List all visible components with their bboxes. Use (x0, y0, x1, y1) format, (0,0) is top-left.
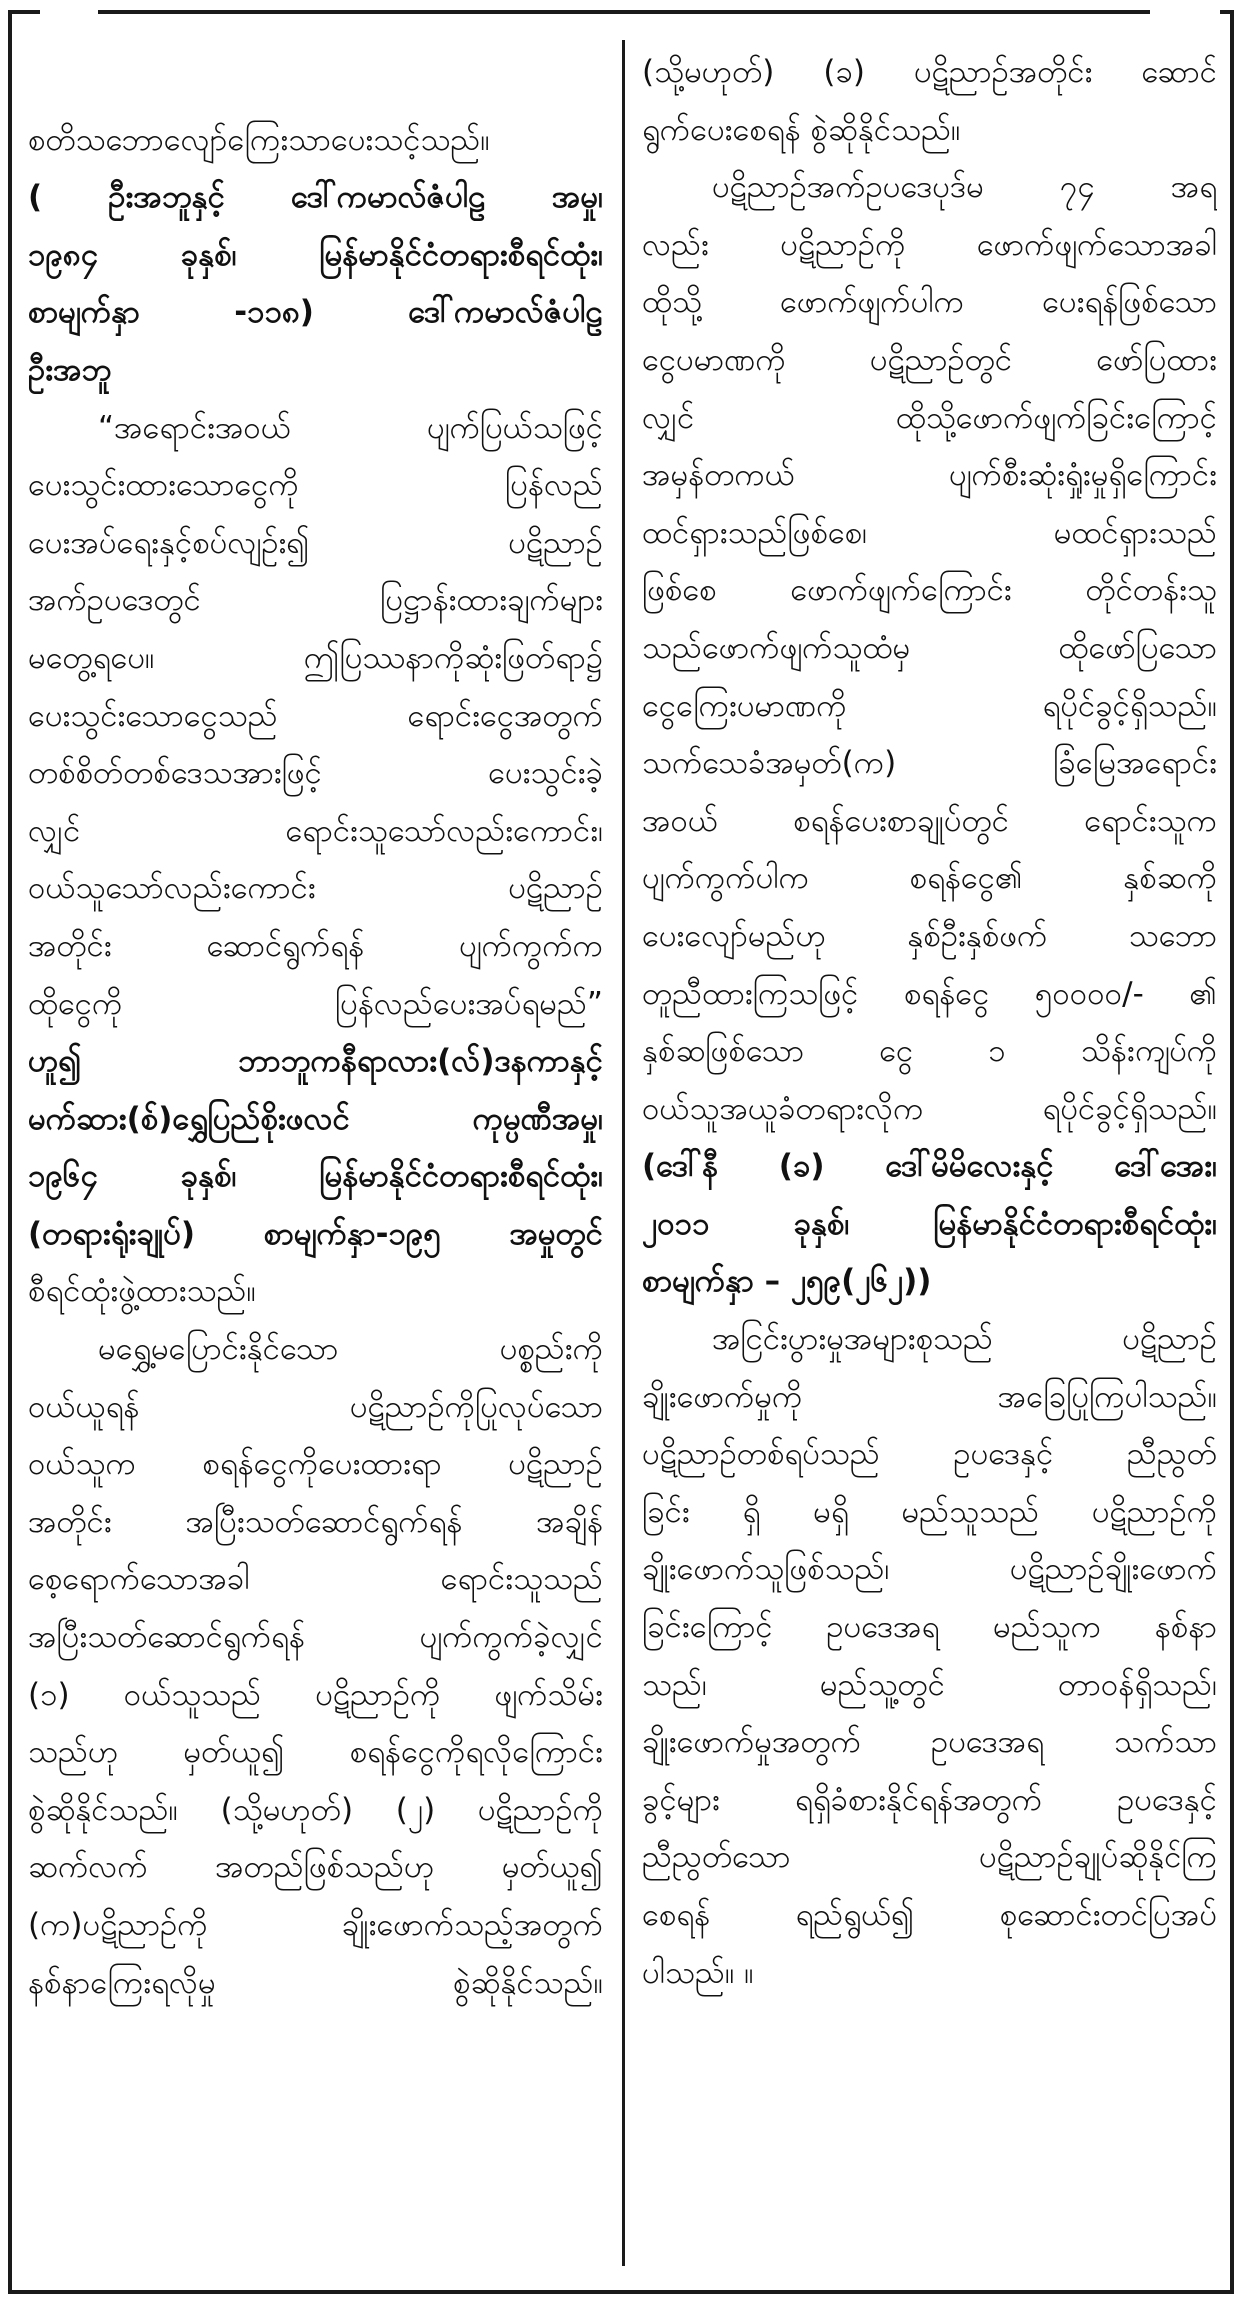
right-column-line: နှစ်ဆဖြစ်သော ငွေ ၁ သိန်းကျပ်ကို (642, 1033, 1217, 1070)
left-column-line: ( ဦးအဘူနှင့် ဒေါ်ကမာလ်ဇံပါဠ အမှု၊ (28, 179, 603, 216)
left-column-line: မရွှေ့မပြောင်းနိုင်သော ပစ္စည်းကို (98, 1331, 603, 1368)
right-column-line: ရွက်ပေးစေရန် စွဲဆိုနိုင်သည်။ (642, 111, 961, 148)
right-column-line: သည်ဖောက်ဖျက်သူထံမှ ထိုဖော်ပြသော (642, 629, 1217, 666)
right-column-line: ၂၀၁၁ ခုနှစ်၊ မြန်မာနိုင်ငံတရားစီရင်ထုံး၊ (642, 1205, 1217, 1242)
left-column-line: မတွေ့ရပေ။ ဤပြဿနာကိုဆုံးဖြတ်ရာ၌ (28, 639, 603, 676)
right-column-line: စာမျက်နှာ – ၂၅၉(၂၆၂)) (642, 1263, 932, 1300)
left-column-line: ဝယ်သူက စရန်ငွေကိုပေးထားရာ ပဋိညာဉ် (28, 1446, 603, 1483)
right-column-line: ဝယ်သူအယူခံတရားလိုက ရပိုင်ခွင့်ရှိသည်။ (642, 1090, 1217, 1127)
column-divider (622, 40, 625, 2266)
right-column-line: ထိုသို့ ဖောက်ဖျက်ပါက ပေးရန်ဖြစ်သော (642, 284, 1217, 321)
right-column-line: ပျက်ကွက်ပါက စရန်ငွေ၏ နှစ်ဆကို (642, 860, 1217, 897)
left-column-line: ဝယ်ယူရန် ပဋိညာဉ်ကိုပြုလုပ်သော (28, 1388, 603, 1425)
right-column-line: ပါသည်။ ။ (642, 1954, 754, 1991)
right-column-line: ချိုးဖောက်သူဖြစ်သည်၊ ပဋိညာဉ်ချိုးဖောက် (642, 1551, 1217, 1588)
right-column-line: ခြင်း ရှိ မရှိ မည်သူသည် ပဋိညာဉ်ကို (642, 1493, 1217, 1530)
left-column-line: လျှင် ရောင်းသူသော်လည်းကောင်း၊ (28, 812, 603, 849)
left-column-line: ၁၉၆၄ ခုနှစ်၊ မြန်မာနိုင်ငံတရားစီရင်ထုံး၊ (28, 1158, 603, 1195)
left-column (28, 54, 603, 2012)
right-column-line: ဖြစ်စေ ဖောက်ဖျက်ကြောင်း တိုင်တန်းသူ (642, 572, 1217, 609)
right-column-line: ခွင့်များ ရရှိခံစားနိုင်ရန်အတွက် ဥပဒေနှင့် (642, 1781, 1217, 1818)
right-column-line: အဝယ် စရန်ပေးစာချုပ်တွင် ရောင်းသူက (642, 802, 1217, 839)
border-gap-right (1150, 4, 1220, 18)
border-gap-left (40, 4, 98, 18)
right-column-line: ထင်ရှားသည်ဖြစ်စေ၊ မထင်ရှားသည် (642, 514, 1217, 551)
left-column-line: စေ့ရောက်သောအခါ ရောင်းသူသည် (28, 1561, 603, 1598)
left-column-line: အတိုင်း ဆောင်ရွက်ရန် ပျက်ကွက်က (28, 927, 603, 964)
right-column-line: လျှင် ထိုသို့ဖောက်ဖျက်ခြင်းကြောင့် (642, 399, 1217, 436)
right-column-line: ပေးလျော်မည်ဟု နှစ်ဦးနှစ်ဖက် သဘော (642, 917, 1217, 954)
left-column-line: ဆက်လက် အတည်ဖြစ်သည်ဟု မှတ်ယူ၍ (28, 1849, 603, 1886)
left-column-line: စီရင်ထုံးဖွဲ့ထားသည်။ (28, 1273, 256, 1310)
left-column-line: ပေးသွင်းသောငွေသည် ရောင်းငွေအတွက် (28, 697, 603, 734)
left-column-line: အက်ဥပဒေတွင် ပြဋ္ဌာန်းထားချက်များ (28, 582, 603, 619)
left-column-line: ၁၉၈၄ ခုနှစ်၊ မြန်မာနိုင်ငံတရားစီရင်ထုံး၊ (28, 236, 603, 273)
right-column-line: ချိုးဖောက်မှုအတွက် ဥပဒေအရ သက်သာ (642, 1724, 1217, 1761)
left-column-line: ဟူ၍ ဘာဘူကနီရာလား(လ်)ဒနကာနှင့် (28, 1043, 603, 1080)
left-column-line: တစ်စိတ်တစ်ဒေသအားဖြင့် ပေးသွင်းခဲ့ (28, 755, 603, 792)
left-column-line: အပြီးသတ်ဆောင်ရွက်ရန် ပျက်ကွက်ခဲ့လျှင် (28, 1619, 603, 1656)
right-column-line: ညီညွတ်သော ပဋိညာဉ်ချုပ်ဆိုနိုင်ကြ (642, 1839, 1217, 1876)
left-column-line: စွဲဆိုနိုင်သည်။ (သို့မဟုတ်) (၂) ပဋိညာဉ်ကို (28, 1791, 603, 1828)
left-column-line: ထိုငွေကို ပြန်လည်ပေးအပ်ရမည်” (28, 985, 603, 1022)
left-column-line: သည်ဟု မှတ်ယူ၍ စရန်ငွေကိုရလိုကြောင်း (28, 1734, 603, 1771)
left-column-line: “အရောင်းအဝယ် ပျက်ပြယ်သဖြင့် (98, 409, 603, 446)
right-column-line: (ဒေါ်နီ (ခ) ဒေါ်မိမိလေးနှင့် ဒေါ်အေး၊ (642, 1148, 1217, 1185)
left-column-line: ဝယ်သူသော်လည်းကောင်း ပဋိညာဉ် (28, 870, 603, 907)
left-column-line: မက်ဆား(စ်)ရွှေပြည်စိုးဖလင် ကုမ္ပဏီအမှု၊ (28, 1100, 603, 1137)
left-column-line: (က)ပဋိညာဉ်ကို ချိုးဖောက်သည့်အတွက် (28, 1907, 603, 1943)
right-column-line: အမှန်တကယ် ပျက်စီးဆုံးရှုံးမှုရှိကြောင်း (642, 457, 1217, 494)
right-column-line: စေရန် ရည်ရွယ်၍ စုဆောင်းတင်ပြအပ် (642, 1897, 1217, 1933)
left-column-line: ပေးအပ်ရေးနှင့်စပ်လျဉ်း၍ ပဋိညာဉ် (28, 524, 603, 561)
left-column-line: ပေးသွင်းထားသောငွေကို ပြန်လည် (28, 467, 603, 504)
right-column-line: ချိုးဖောက်မှုကို အခြေပြုကြပါသည်။ (642, 1378, 1217, 1415)
right-column-line: သည်၊ မည်သူ့တွင် တာဝန်ရှိသည်၊ (642, 1666, 1217, 1703)
right-column-line: ငွေပမာဏကို ပဋိညာဉ်တွင် ဖော်ပြထား (642, 341, 1217, 378)
right-column-line: (သို့မဟုတ်) (ခ) ပဋိညာဉ်အတိုင်း ဆောင် (642, 54, 1217, 90)
right-column-line: ငွေကြေးပမာဏကို ရပိုင်ခွင့်ရှိသည်။ (642, 687, 1217, 724)
right-column-line: ပဋိညာဉ်အက်ဥပဒေပုဒ်မ ၇၄ အရ (712, 169, 1217, 206)
right-column-line: ခြင်းကြောင့် ဥပဒေအရ မည်သူက နစ်နာ (642, 1609, 1217, 1646)
left-column-line: အတိုင်း အပြီးသတ်ဆောင်ရွက်ရန် အချိန် (28, 1503, 603, 1540)
left-column-line (28, 54, 603, 112)
right-column-line: ပဋိညာဉ်တစ်ရပ်သည် ဥပဒေနှင့် ညီညွတ် (642, 1436, 1217, 1473)
left-column-line: စတိသဘောလျော်ကြေးသာပေးသင့်သည်။ (28, 121, 490, 158)
left-column-line: (တရားရုံးချုပ်) စာမျက်နှာ-၁၉၅ အမှုတွင် (28, 1215, 603, 1252)
left-column-line: ဦးအဘူ (28, 351, 112, 388)
left-column-line: (၁) ဝယ်သူသည် ပဋိညာဉ်ကို ဖျက်သိမ်း (28, 1676, 603, 1713)
right-column-line: လည်း ပဋိညာဉ်ကို ဖောက်ဖျက်သောအခါ (642, 226, 1217, 263)
right-column (642, 44, 1217, 2002)
right-column-line: အငြင်းပွားမှုအများစုသည် ပဋိညာဉ် (712, 1321, 1217, 1358)
left-column-line: နစ်နာကြေးရလိုမှု စွဲဆိုနိုင်သည်။ (28, 1964, 603, 2001)
right-column-line: သက်သေခံအမှတ်(က) ခြံမြေအရောင်း (642, 745, 1217, 782)
right-column-line: တူညီထားကြသဖြင့် စရန်ငွေ ၅၀၀၀၀/- ၏ (642, 975, 1217, 1012)
left-column-line: စာမျက်နှာ -၁၁၈) ဒေါ်ကမာလ်ဇံပါဠ (28, 294, 603, 331)
